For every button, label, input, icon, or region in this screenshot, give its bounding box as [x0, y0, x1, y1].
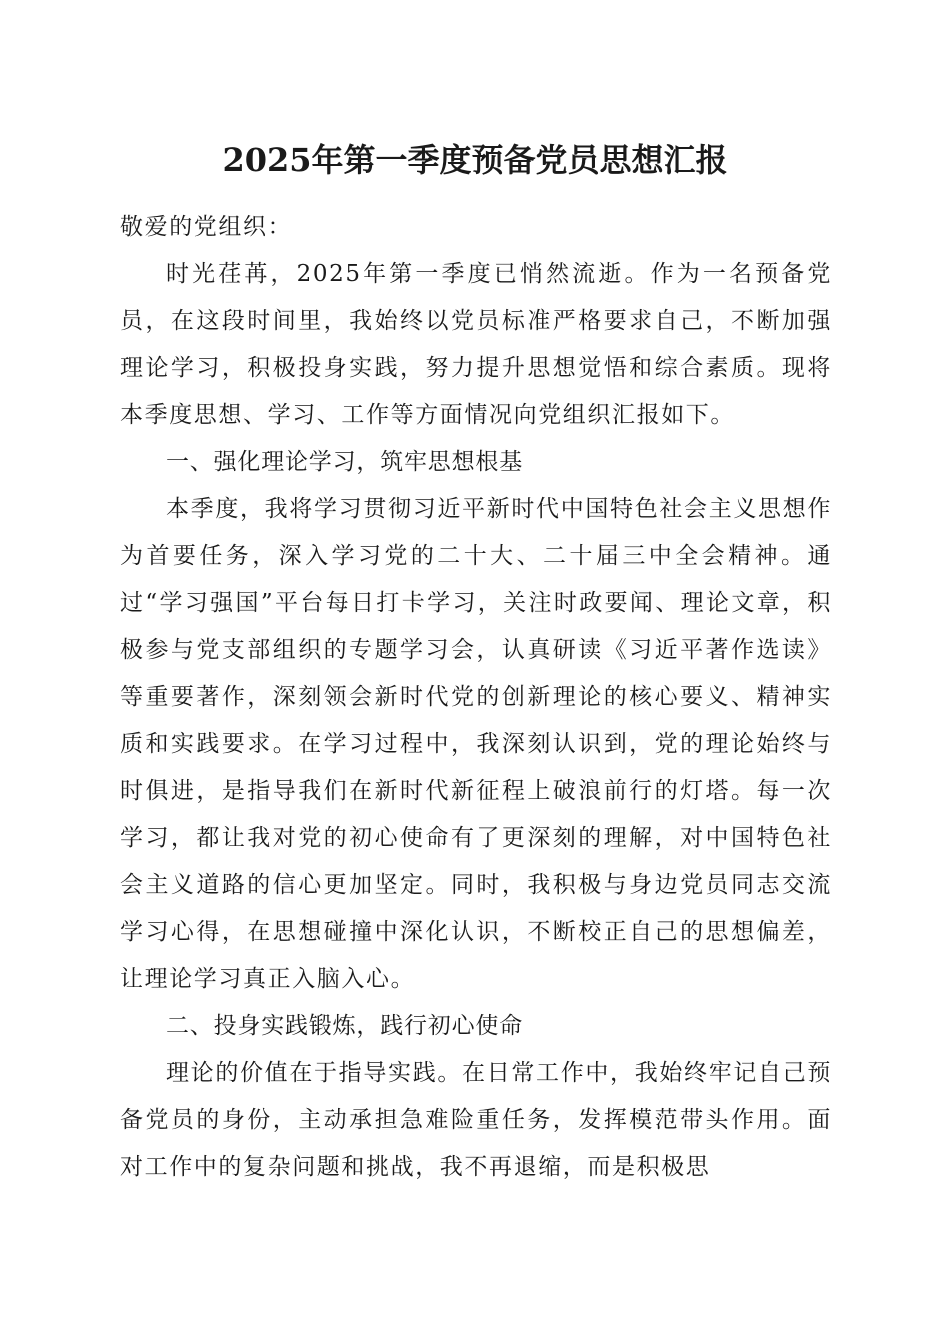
document-title: 2025年第一季度预备党员思想汇报	[222, 141, 728, 179]
section-1-paragraph: 本季度，我将学习贯彻习近平新时代中国特色社会主义思想作为首要任务，深入学习党的二十大、二十届三中全会精神。通过“学习强国”平台每日打卡学习，关注时政要闻、理论文章，积极参与党支部组织的专题学习会，认真研读《习近平著作选读》等重要著作，深刻领会新时代党的创新理论的核心要义、精神实质和实践要求。在学习过程中，我深刻认识到，党的理论始终与时俱进，是指导我们在新时代新征程上破浪前行的灯塔。每一次学习，都让我对党的初心使命有了更深刻的理解，对中国特色社会主义道路的信心更加坚定。同时，我积极与身边党员同志交流学习心得，在思想碰撞中深化认识，不断校正自己的思想偏差，让理论学习真正入脑入心。	[120, 496, 832, 992]
intro-paragraph: 时光荏苒，2025年第一季度已悄然流逝。作为一名预备党员，在这段时间里，我始终以党员标准严格要求自己，不断加强理论学习，积极投身实践，努力提升思想觉悟和综合素质。现将本季度思想、学习、工作等方面情况向党组织汇报如下。	[120, 261, 832, 428]
salutation: 敬爱的党组织：	[120, 214, 293, 240]
section-1-heading: 一、强化理论学习，筑牢思想根基	[166, 449, 523, 475]
document-body	[120, 204, 832, 1191]
section-2-heading: 二、投身实践锻炼，践行初心使命	[166, 1013, 523, 1039]
section-2-paragraph: 理论的价值在于指导实践。在日常工作中，我始终牢记自己预备党员的身份，主动承担急难险重任务，发挥模范带头作用。面对工作中的复杂问题和挑战，我不再退缩，而是积极思	[120, 1060, 832, 1180]
